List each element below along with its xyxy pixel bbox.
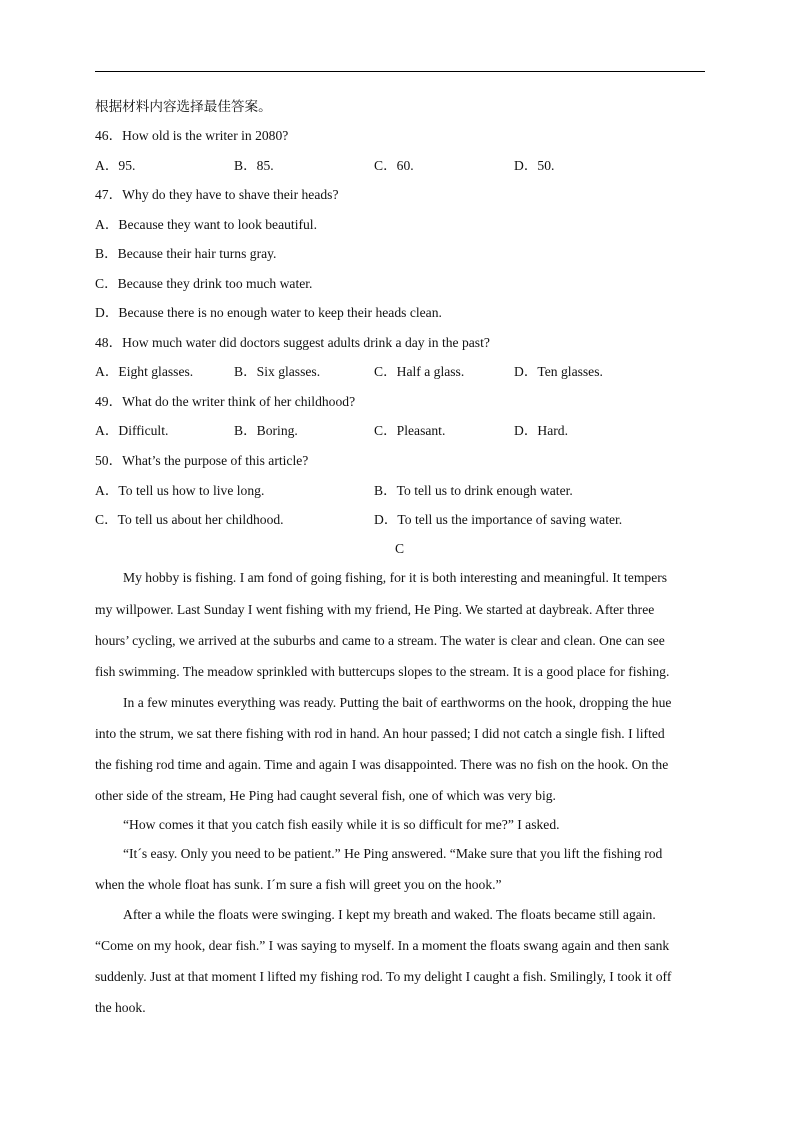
passage-line: fish swimming. The meadow sprinkled with buttercups slopes to the stream. It is a good place for fishing. <box>95 664 670 679</box>
passage-line: hours’ cycling, we arrived at the suburbs and came to a stream. The water is clear and clean. One can see <box>95 633 665 648</box>
question-48-stem: 48．How much water did doctors suggest adults drink a day in the past? <box>95 335 490 350</box>
q49-option-b: B．Boring. <box>234 423 298 438</box>
q46-option-c: C．60. <box>374 158 414 173</box>
q47-option-a: A．Because they want to look beautiful. <box>95 217 317 232</box>
question-50-stem: 50．What’s the purpose of this article? <box>95 453 309 468</box>
passage-line: the hook. <box>95 1000 146 1015</box>
header-rule <box>95 71 705 72</box>
section-label: C <box>395 541 405 556</box>
q50-option-c: C．To tell us about her childhood. <box>95 512 284 527</box>
question-47-stem: 47．Why do they have to shave their heads? <box>95 187 339 202</box>
q46-option-d: D．50. <box>514 158 555 173</box>
passage-line: when the whole float has sunk. I´m sure a fish will greet you on the hook.” <box>95 877 502 892</box>
passage-line: In a few minutes everything was ready. Putting the bait of earthworms on the hook, dropping the hue <box>123 695 672 710</box>
q48-option-a: A．Eight glasses. <box>95 364 194 379</box>
passage-line: into the strum, we sat there fishing with rod in hand. An hour passed; I did not catch a single fish. I lifted <box>95 726 665 741</box>
q46-option-a: A．95. <box>95 158 136 173</box>
q50-option-a: A．To tell us how to live long. <box>95 483 265 498</box>
passage-line: the fishing rod time and again. Time and again I was disappointed. There was no fish on the hook. On the <box>95 757 669 772</box>
question-46-stem: 46．How old is the writer in 2080? <box>95 128 289 143</box>
q49-option-d: D．Hard. <box>514 423 568 438</box>
q48-option-d: D．Ten glasses. <box>514 364 603 379</box>
passage-line: My hobby is fishing. I am fond of going fishing, for it is both interesting and meaningful. It tempers <box>123 570 668 585</box>
q50-option-b: B．To tell us to drink enough water. <box>374 483 573 498</box>
instruction: 根据材料内容选择最佳答案。 <box>95 99 272 114</box>
passage-line: my willpower. Last Sunday I went fishing with my friend, He Ping. We started at daybreak. After three <box>95 602 655 617</box>
passage-line: “Come on my hook, dear fish.” I was saying to myself. In a moment the floats swang again and then sank <box>95 938 670 953</box>
q46-option-b: B．85. <box>234 158 274 173</box>
passage-line: “It´s easy. Only you need to be patient.” He Ping answered. “Make sure that you lift the fishing rod <box>123 846 663 861</box>
passage-line: suddenly. Just at that moment I lifted my fishing rod. To my delight I caught a fish. Smilingly, I took it off <box>95 969 672 984</box>
q48-option-c: C．Half a glass. <box>374 364 465 379</box>
q47-option-c: C．Because they drink too much water. <box>95 276 313 291</box>
q47-option-d: D．Because there is no enough water to keep their heads clean. <box>95 305 442 320</box>
question-49-stem: 49．What do the writer think of her childhood? <box>95 394 356 409</box>
q48-option-b: B．Six glasses. <box>234 364 321 379</box>
passage-line: “How comes it that you catch fish easily while it is so difficult for me?” I asked. <box>123 817 560 832</box>
q49-option-c: C．Pleasant. <box>374 423 446 438</box>
passage-line: After a while the floats were swinging. I kept my breath and waked. The floats became still again. <box>123 907 656 922</box>
q50-option-d: D．To tell us the importance of saving water. <box>374 512 623 527</box>
passage-line: other side of the stream, He Ping had caught several fish, one of which was very big. <box>95 788 556 803</box>
q47-option-b: B．Because their hair turns gray. <box>95 246 277 261</box>
q49-option-a: A．Difficult. <box>95 423 169 438</box>
